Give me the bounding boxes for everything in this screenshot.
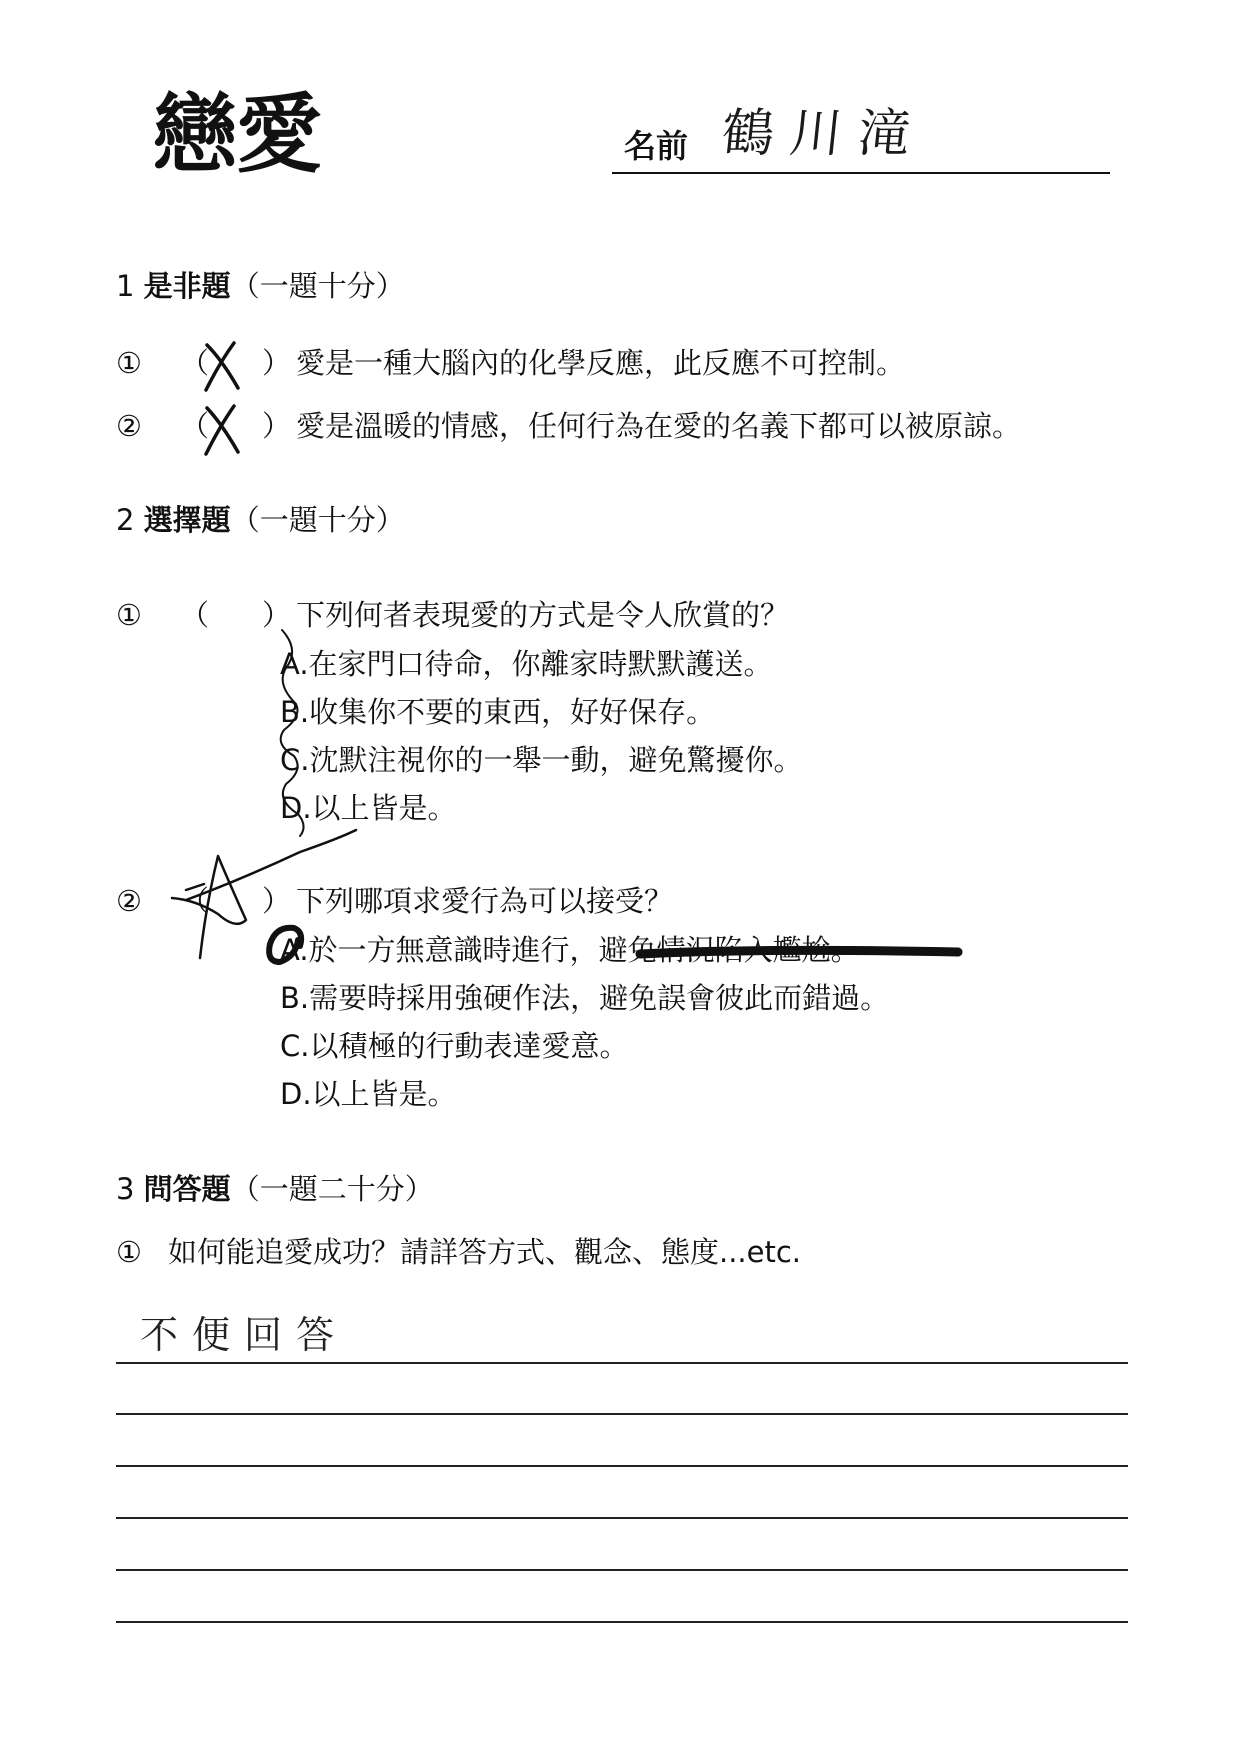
answer-paren-close: ） [262,884,292,918]
cross-mark-icon [206,343,238,390]
question-number: ① [116,598,142,632]
name-label: 名前 [624,127,689,165]
section-score: （一題十分） [230,269,405,303]
section-title: 選擇題 [143,503,231,537]
section-score: （一題十分） [230,503,405,537]
option-c: C.沈默注視你的一舉一動，避免驚擾你。 [280,743,803,777]
answer-paren-open: （ [180,409,210,443]
answer-paren-open: （ [180,346,210,380]
circle-mark-icon [269,928,301,962]
page-title: 戀愛 [152,85,320,185]
question-number: ② [116,884,142,918]
answer-paren-close: ） [262,409,292,443]
option-b: B.需要時採用強硬作法，避免誤會彼此而錯過。 [280,981,890,1015]
question-number: ② [116,409,142,443]
name-handwritten: 鶴川滝 [718,104,930,164]
section-number: 1 [116,269,135,303]
section-score: （一題二十分） [230,1172,434,1206]
section-number: 2 [116,503,135,537]
option-d: D.以上皆是。 [280,1077,457,1111]
section-title: 問答題 [143,1172,231,1206]
question-text: 愛是溫暖的情感，任何行為在愛的名義下都可以被原諒。 [296,409,1022,443]
question-text: 下列何者表現愛的方式是令人欣賞的？ [296,598,790,632]
answer-paren-open: （ [180,598,210,632]
squiggle-scribble-icon [281,630,304,836]
option-a-text: A.於一方無意識時進行， [280,933,599,967]
question-text: 如何能追愛成功？請詳答方式、觀念、態度...etc. [168,1235,802,1269]
question-text: 愛是一種大腦內的化學反應，此反應不可控制。 [296,346,906,380]
question-text: 下列哪項求愛行為可以接受？ [296,884,674,918]
answer-paren-open: （ [180,884,210,918]
handwritten-answer: 不便回答 [140,1313,349,1357]
section-number: 3 [116,1172,135,1206]
strikethrough-mark [640,950,958,954]
struck-text: 避免情況陷入尷尬。 [598,933,860,967]
section-title: 是非題 [143,269,231,303]
answer-paren-close: ） [262,346,292,380]
answer-paren-close: ） [262,598,292,632]
option-c: C.以積極的行動表達愛意。 [280,1029,629,1063]
question-number: ① [116,346,142,380]
option-b: B.收集你不要的東西，好好保存。 [280,695,716,729]
cross-mark-icon [206,406,238,454]
handwritten-a-mark-icon [172,856,246,958]
option-a: A.在家門口待命，你離家時默默護送。 [280,647,773,681]
option-d: D.以上皆是。 [280,791,457,825]
question-number: ① [116,1235,142,1269]
